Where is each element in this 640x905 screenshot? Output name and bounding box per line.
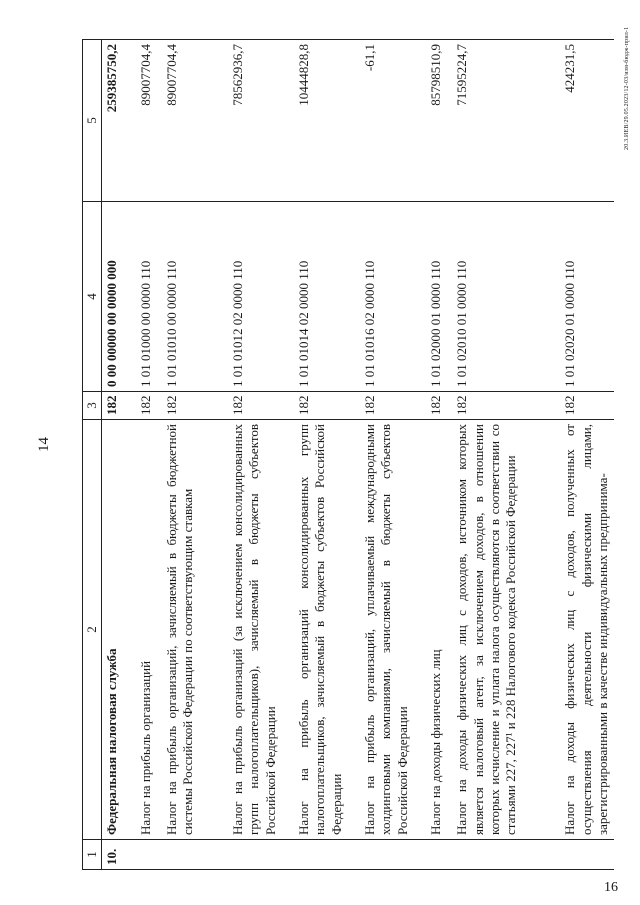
rotated-table-container (82, 40, 610, 870)
row-admin-code: 182 (288, 392, 354, 420)
row-admin-code: 182 (130, 392, 156, 420)
row-admin-code: 182 (156, 392, 222, 420)
row-admin-code: 182 (222, 392, 288, 420)
row-amount: 89007704,4 (156, 40, 222, 202)
row-admin-code: 182 (420, 392, 446, 420)
row-amount: 89007704,4 (130, 40, 156, 202)
row-admin-code: 182 (354, 392, 420, 420)
page-number-bottom: 16 (604, 880, 618, 895)
document-stamp: 20.3.ИЕВ/29.05.2023/12-03/изм-бюдж-прил-1 (624, 26, 630, 150)
row-amount: 71595224,7 (446, 40, 554, 202)
row-amount: 10444828,8 (288, 40, 354, 202)
row-budget-code: 0 00 00000 00 0000 000 (102, 202, 130, 392)
row-admin-code: 182 (554, 392, 614, 420)
row-name: Налог на прибыль организаций, зачисляемый в бюджеты бюджетной системы Российской Федерации по соответствующим ставкам (156, 420, 222, 840)
row-name: Налог на доходы физических лиц с доходов, источником которых является налоговый агент, за исключением доходов, в отношении которых исчисление и уплата налога осуществляются в соответствии со статьями 227, 227¹ и 228 Налогового кодекса Российской Федерации (446, 420, 554, 840)
row-budget-code: 1 01 01000 00 0000 110 (130, 202, 156, 392)
row-budget-code: 1 01 02010 01 0000 110 (446, 202, 554, 392)
revenue-table (82, 39, 614, 870)
table-row (420, 40, 446, 870)
table-row (354, 40, 420, 870)
row-number: 10. (102, 840, 130, 870)
table-row (102, 40, 130, 870)
row-name: Налог на прибыль организаций консолидированных групп налогоплательщиков, зачисляемый в бюджеты субъектов Российской Федерации (288, 420, 354, 840)
row-amount: -61,1 (354, 40, 420, 202)
row-budget-code: 1 01 01014 02 0000 110 (288, 202, 354, 392)
row-name: Налог на доходы физических лиц (420, 420, 446, 840)
row-amount: 259385750,2 (102, 40, 130, 202)
header-col-1: 1 (83, 840, 102, 870)
row-admin-code: 182 (102, 392, 130, 420)
table-row (288, 40, 354, 870)
header-col-4: 4 (83, 202, 102, 392)
header-col-2: 2 (83, 420, 102, 840)
table-header-row (83, 40, 102, 870)
row-budget-code: 1 01 01010 00 0000 110 (156, 202, 222, 392)
row-amount: 78562936,7 (222, 40, 288, 202)
row-name: Федеральная налоговая служба (102, 420, 130, 840)
row-budget-code: 1 01 02020 01 0000 110 (554, 202, 614, 392)
row-budget-code: 1 01 01012 02 0000 110 (222, 202, 288, 392)
table-row (222, 40, 288, 870)
table-row (156, 40, 222, 870)
row-budget-code: 1 01 01016 02 0000 110 (354, 202, 420, 392)
table-row (446, 40, 554, 870)
row-amount: 85798510,9 (420, 40, 446, 202)
row-name: Налог на доходы физических лиц с доходов, полученных от осуществления деятельности физическими лицами, зарегистрированными в качестве индивидуальных предпринима- (554, 420, 614, 840)
header-col-5: 5 (83, 40, 102, 202)
header-col-3: 3 (83, 392, 102, 420)
page-number-top: 14 (36, 437, 52, 452)
row-amount: 424231,5 (554, 40, 614, 202)
row-name: Налог на прибыль организаций (за исключением консолидированных групп налогоплательщиков), зачисляемый в бюджеты субъектов Российской Федерации (222, 420, 288, 840)
table-row (554, 40, 614, 870)
row-budget-code: 1 01 02000 01 0000 110 (420, 202, 446, 392)
table-row (130, 40, 156, 870)
row-name: Налог на прибыль организаций (130, 420, 156, 840)
row-admin-code: 182 (446, 392, 554, 420)
row-name: Налог на прибыль организаций, уплачиваемый международными холдинговыми компаниями, зачисляемый в бюджеты субъектов Российской Федерации (354, 420, 420, 840)
